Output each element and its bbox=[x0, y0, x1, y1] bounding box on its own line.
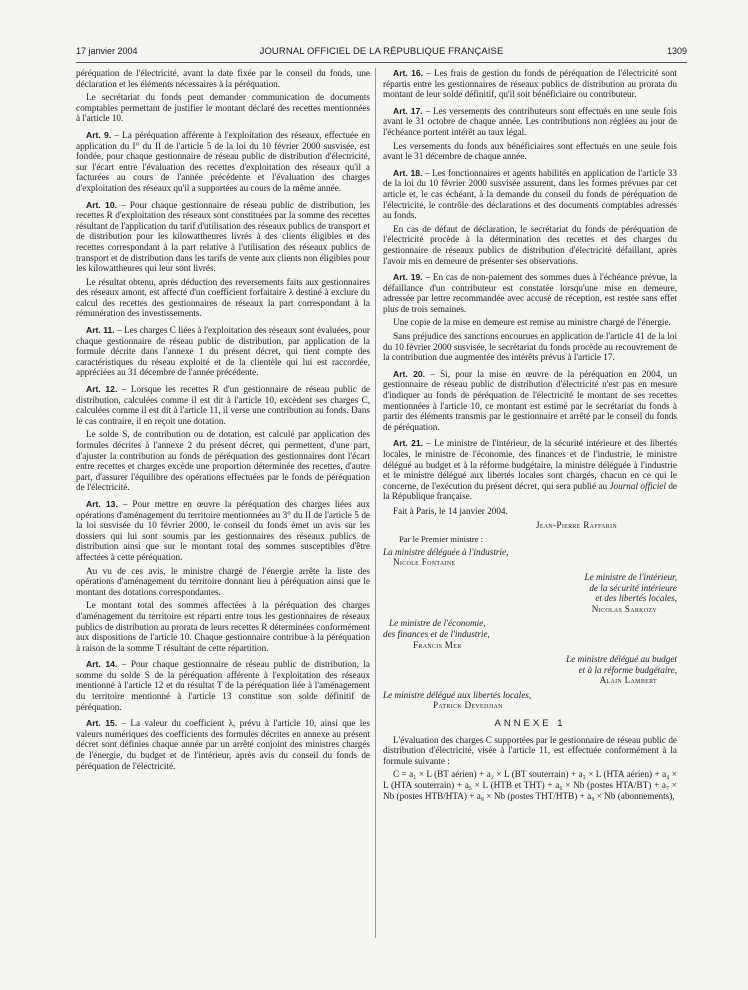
annex-title: ANNEXE 1 bbox=[494, 718, 566, 730]
paragraph: Le montant total des sommes affectées à la péréquation des charges d'aménagement du territoire est réparti entre tous les gestionnaires de réseaux publics de distribution au prorata de leurs recettes R déterminées conformément aux dispositions de l'article 10. Chaque gestionnaire contribue à la péréquation à raison de la somme T résultant de cette répartition. bbox=[76, 600, 370, 653]
signature-block bbox=[383, 654, 677, 686]
article-12 bbox=[76, 384, 370, 426]
signatory-name: Nicole Fontaine bbox=[393, 557, 456, 568]
signatory-title: Le ministre délégué aux libertés locales, bbox=[383, 689, 532, 700]
page-header bbox=[76, 46, 687, 60]
signatory-title: de la sécurité intérieure bbox=[589, 582, 677, 593]
signatory-name: Patrick Devedjian bbox=[433, 700, 503, 711]
article-text: – Les charges C liées à l'exploitation des réseaux sont évaluées, pour chaque gestionnaire de réseau public de distribution, par application de la formule décrite dans l'annexe 1 du présent décret, qui tient compte des caractéristiques du réseau exploité et de la clientèle qui lui est raccordée, appréciées au 31 décembre de l'année précédente. bbox=[76, 325, 370, 378]
article-16 bbox=[383, 68, 677, 100]
signature-block bbox=[383, 618, 677, 650]
paragraph: Sans préjudice des sanctions encourues en application de l'article 41 de la loi du 10 février 2000 susvisée, le secrétariat du fonds procède au recouvrement de la contribution due augmentée des intérêts prévus à l'article 17. bbox=[383, 331, 677, 363]
paragraph: Les versements du fonds aux bénéficiaires sont effectués en une seule fois avant le 31 décembre de chaque année. bbox=[383, 140, 677, 162]
article-text: – Pour chaque gestionnaire de réseau public de distribution, la somme du solde S de la péréquation afférente à l'exploitation des réseaux mentionné à l'article 12 et du résultat T de la péréquation liée à l'aménagement du territoire mentionné à l'article 13 constitue son solde définitif de péréquation. bbox=[76, 659, 370, 712]
article-text: – Le ministre de l'intérieur, de la sécurité intérieure et des libertés locales, le ministre de l'économie, des finances et de l'industrie, le ministre délégué au budget et à la réforme budgétaire, la ministre déléguée à l'industrie et le ministre délégué aux libertés locales sont chargés, chacun en ce qui le concerne, de l'exécution du présent décret, qui sera publié au bbox=[383, 438, 677, 491]
signatory-name: Nicolas Sarkozy bbox=[591, 603, 657, 614]
article-text: – Pour chaque gestionnaire de réseau public de distribution, les recettes R d'exploitation des réseaux sont constituées par la somme des recettes résultant de l'application du tarif d'utilisation des réseaux publics de transport et de distribution pour les kilowattheures livrés à des clients éligibles et des recettes correspondant à la part relative à l'utilisation des réseaux publics de transport et de distribution dans les tarifs de vente aux clients non éligibles pour les kilowattheures qui leur sont livrés. bbox=[76, 199, 370, 274]
article-label: Art. 18. bbox=[393, 167, 423, 178]
paragraph: péréquation de l'électricité, avant la date fixée par le conseil du fonds, une déclaration et les éléments nécessaires à la péréquation. bbox=[76, 68, 370, 89]
formula: C = a₁ × L (BT aérien) + a₂ × L (BT souterrain) + a₃ × L (HTA aérien) + a₄ × L (HTA souterrain) + a₅ × L (HTB et THT) + a₆ × Nb (postes HTA/BT) + a₇ × Nb (postes HTB/HTA) + a₈ × Nb (postes THT/HTB) + a₉ × Nb (abonnements), bbox=[383, 769, 677, 801]
prime-minister-signature: Jean-Pierre Raffarin bbox=[535, 519, 617, 530]
article-label: Art. 10. bbox=[86, 199, 117, 210]
signatory-name: Francis Mer bbox=[413, 639, 462, 650]
article-text: – Lorsque les recettes R d'un gestionnaire de réseau public de distribution, calculées comme il est dit à l'article 10, excèdent ses charges C, calculées comme il est dit à l'article 11, il verse une contribution au fonds. Dans le cas contraire, il en reçoit une dotation. bbox=[76, 384, 370, 426]
journal-title: JOURNAL OFFICIEL DE LA RÉPUBLIQUE FRANÇAISE bbox=[259, 46, 504, 57]
signatory-title: et à la réforme budgétaire, bbox=[578, 664, 677, 675]
article-9 bbox=[76, 130, 370, 194]
article-label: Art. 16. bbox=[393, 68, 424, 78]
article-label: Art. 9. bbox=[86, 129, 112, 140]
article-label: Art. 12. bbox=[86, 384, 118, 395]
journal-reference: Journal officiel bbox=[609, 480, 666, 491]
signature-block bbox=[383, 690, 677, 711]
article-20 bbox=[383, 369, 677, 433]
article-label: Art. 20. bbox=[393, 368, 426, 379]
article-text: – Les fonctionnaires et agents habilités en application de l'article 33 de la loi du 10 février 2000 susvisée assurent, dans les formes prévues par cet article et, le cas échéant, à la demande du conseil du fonds de péréquation de l'électricité, le contrôle des déclarations et des documents comptables adressés au fonds. bbox=[383, 167, 677, 221]
by-prime-minister: Par le Premier ministre : bbox=[399, 534, 484, 545]
article-text: – Les versements des contributeurs sont effectués en une seule fois avant le 31 octobre de chaque année. Les contributions non réglées au jour de l'échéance portent intérêt au taux légal. bbox=[383, 105, 677, 137]
article-text: – Les frais de gestion du fonds de péréquation de l'électricité sont répartis entre les gestionnaires de réseaux publics de distribution au prorata du montant de leur solde définitif, qu'il soit bénéficiaire ou contributeur. bbox=[383, 68, 677, 100]
signatory-title: Le ministre délégué au budget bbox=[566, 654, 677, 665]
signature-block bbox=[383, 547, 677, 568]
article-label: Art. 11. bbox=[86, 325, 115, 336]
article-21 bbox=[383, 438, 677, 502]
paragraph: En cas de défaut de déclaration, le secrétariat du fonds de péréquation de l'électricité procède à la détermination des recettes et des charges du gestionnaire de réseaux publics de distribution d'électricité défaillant, après l'avoir mis en demeure de présenter ses observations. bbox=[383, 223, 677, 266]
signatory-title: Le ministre de l'économie, bbox=[389, 618, 486, 629]
article-label: Art. 13. bbox=[86, 498, 118, 509]
column-divider bbox=[375, 68, 376, 938]
paragraph: Au vu de ces avis, le ministre chargé de l'énergie arrête la liste des opérations d'aménagement du territoire donnant lieu à péréquation ainsi que le montant des dotations correspondantes. bbox=[76, 565, 370, 597]
article-text: – La valeur du coefficient λ, prévu à l'article 10, ainsi que les valeurs numériques des coefficients des formules décrites en annexe au présent décret sont définies chaque année par un arrêté conjoint des ministres chargés de l'énergie, du budget et de l'intérieur, après avis du conseil du fonds de péréquation de l'électricité. bbox=[76, 718, 370, 771]
paragraph: Une copie de la mise en demeure est remise au ministre chargé de l'énergie. bbox=[393, 317, 671, 328]
article-label: Art. 14. bbox=[86, 659, 118, 670]
right-column bbox=[383, 68, 677, 804]
article-label: Art. 19. bbox=[393, 272, 423, 283]
signatory-title: Le ministre de l'intérieur, bbox=[584, 571, 677, 582]
signatory-title: des finances et de l'industrie, bbox=[383, 628, 490, 639]
article-text: – Si, pour la mise en œuvre de la péréquation en 2004, un gestionnaire de réseau public de distribution d'électricité n'est pas en mesure d'indiquer au fonds de péréquation de l'électricité le montant de ses recettes mentionnées à l'article 10, ce montant est estimé par le secrétariat du fonds à partir des éléments transmis par le gestionnaire et arrêté par le conseil du fonds de péréquation. bbox=[383, 368, 677, 432]
article-label: Art. 17. bbox=[393, 105, 423, 116]
signatory-title: La ministre déléguée à l'industrie, bbox=[383, 546, 509, 557]
article-text: – Pour mettre en œuvre la péréquation des charges liées aux opérations d'aménagement du territoire mentionnées au 3° du II de l'article 5 de la loi susvisée du 10 février 2000, le conseil du fonds émet un avis sur les dossiers qui lui sont soumis par les gestionnaires des réseaux publics de distribution ainsi que sur le montant total des sommes susceptibles d'être affectées à cette péréquation. bbox=[76, 498, 370, 562]
header-rule bbox=[76, 62, 687, 63]
article-label: Art. 21. bbox=[393, 438, 424, 449]
article-text: de la République française. bbox=[383, 480, 678, 502]
article-15 bbox=[76, 718, 370, 771]
article-18 bbox=[383, 168, 677, 221]
issue-date: 17 janvier 2004 bbox=[76, 46, 138, 56]
paragraph: Le solde S, de contribution ou de dotation, est calculé par application des formules décrites à l'annexe 2 du présent décret, qui permettent, d'une part, d'ajuster la contribution au fonds de péréquation des gestionnaires dont l'écart entre recettes et charges excède une proportion déterminée des recettes, d'autre part, d'assurer l'équilibre des opérations effectuées par le fonds de péréquation de l'électricité. bbox=[76, 429, 370, 493]
article-text: – La péréquation afférente à l'exploitation des réseaux, effectuée en application du I° du II de l'article 5 de la loi du 10 février 2000 susvisée, est fondée, pour chaque gestionnaire de réseau public de distribution d'électricité, sur l'écart entre l'évaluation des recettes d'exploitation des réseaux qu'il a facturées au cours de l'année précédente et l'évaluation des charges d'exploitation des réseaux qu'il a supportées au cours de la même année. bbox=[76, 129, 370, 193]
paragraph: Le secrétariat du fonds peut demander communication de documents comptables permettant de justifier le montant déclaré des recettes mentionnées à l'article 10. bbox=[76, 92, 370, 124]
signing-place-date: Fait à Paris, le 14 janvier 2004. bbox=[393, 505, 508, 516]
article-17 bbox=[383, 106, 677, 138]
article-label: Art. 15. bbox=[86, 718, 118, 729]
article-text: – En cas de non-paiement des sommes dues à l'échéance prévue, la défaillance d'un contributeur est constatée lorsqu'une mise en demeure, adressée par lettre recommandée avec accusé de réception, est restée sans effet plus de trois semaines. bbox=[383, 272, 677, 314]
paragraph: L'évaluation des charges C supportées par le gestionnaire de réseau public de distribution d'électricité, visée à l'article 11, est effectuée conformément à la formule suivante : bbox=[383, 734, 677, 766]
signature-block bbox=[383, 572, 677, 614]
left-column bbox=[76, 68, 370, 774]
signatory-name: Alain Lambert bbox=[599, 675, 657, 686]
article-10 bbox=[76, 200, 370, 274]
article-13 bbox=[76, 499, 370, 563]
paragraph: Le résultat obtenu, après déduction des reversements faits aux gestionnaires des réseaux amont, est affecté d'un coefficient forfaitaire λ destiné à exclure du calcul des recettes des gestionnaires de réseaux la part correspondant à la rémunération des investissements. bbox=[76, 276, 370, 319]
article-19 bbox=[383, 272, 677, 314]
article-11 bbox=[76, 325, 370, 378]
page-number: 1309 bbox=[666, 46, 687, 56]
signatory-title: et des libertés locales, bbox=[595, 593, 677, 604]
article-14 bbox=[76, 659, 370, 712]
